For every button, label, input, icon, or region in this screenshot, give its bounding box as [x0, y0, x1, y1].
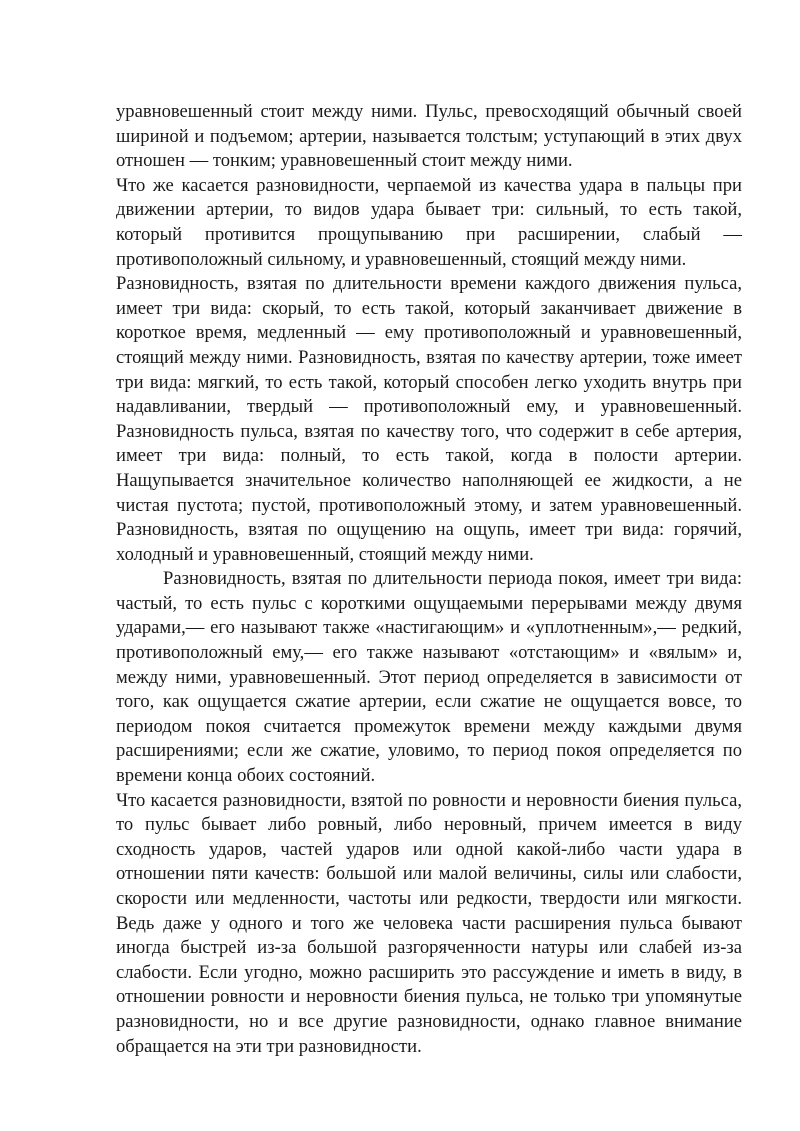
paragraph-1: уравновешенный стоит между ними. Пульс, превосходящий обычный своей шириной и подъемом; артерии, называется толстым; уступающий в этих двух отношен — тонким; уравновешенный стоит между ними. — [116, 101, 742, 172]
paragraph-5: Что касается разновидности, взятой по ровности и неровности биения пульса, то пульс бывает либо ровный, либо неровный, причем имеется в виду сходность ударов, частей ударов или одной какой-либо части удара в отношении пяти качеств: большой или малой величины, силы или слабости, скорости или медленности, частоты или редкости, твердости или мягкости. Ведь даже у одного и того же человека части расширения пульса бывают иногда быстрей из-за большой разгоряченности натуры или слабей из-за слабости. Если угодно, можно расширить это рассуждение и иметь в виду, в отношении ровности и неровности биения пульса, не только три упомянутые разновидности, но и все другие разновидности, однако главное внимание обращается на эти три разновидности. — [116, 789, 742, 1057]
paragraph-3: Разновидность, взятая по длительности времени каждого движения пульса, имеет три вида: скорый, то есть такой, который заканчивает движение в короткое время, медленный — ему противоположный и уравновешенный, стоящий между ними. Разновидность, взятая по качеству артерии, тоже имеет три вида: мягкий, то есть такой, который способен легко уходить внутрь при надавливании, твердый — противоположный ему, и уравновешенный. Разновидность пульса, взятая по качеству того, что содержит в себе артерия, имеет три вида: полный, то есть такой, когда в полости артерии. Нащупывается значительное количество наполняющей ее жидкости, а не чистая пустота; пустой, противоположный этому, и затем уравновешенный. Разновидность, взятая по ощущению на ощупь, имеет три вида: горячий, холодный и уравновешенный, стоящий между ними. — [116, 273, 742, 565]
document-page — [116, 100, 742, 1059]
paragraph-4: Разновидность, взятая по длительности периода покоя, имеет три вида: частый, то есть пульс с короткими ощущаемыми перерывами между двумя ударами,— его называют также «настигающим» и «уплотненным»,— редкий, противоположный ему,— его также называют «отстающим» и «вялым» и, между ними, уравновешенный. Этот период определяется в зависимости от того, как ощущается сжатие артерии, если сжатие не ощущается вовсе, то периодом покоя считается промежуток времени между каждыми двумя расширениями; если же сжатие, уловимо, то период покоя определяется по времени конца обоих состояний. — [116, 568, 742, 787]
paragraph-2: Что же касается разновидности, черпаемой из качества удара в пальцы при движении артерии, то видов удара бывает три: сильный, то есть такой, который противится прощупыванию при расширении, слабый — противоположный сильному, и уравновешенный, стоящий между ними. — [116, 174, 742, 270]
